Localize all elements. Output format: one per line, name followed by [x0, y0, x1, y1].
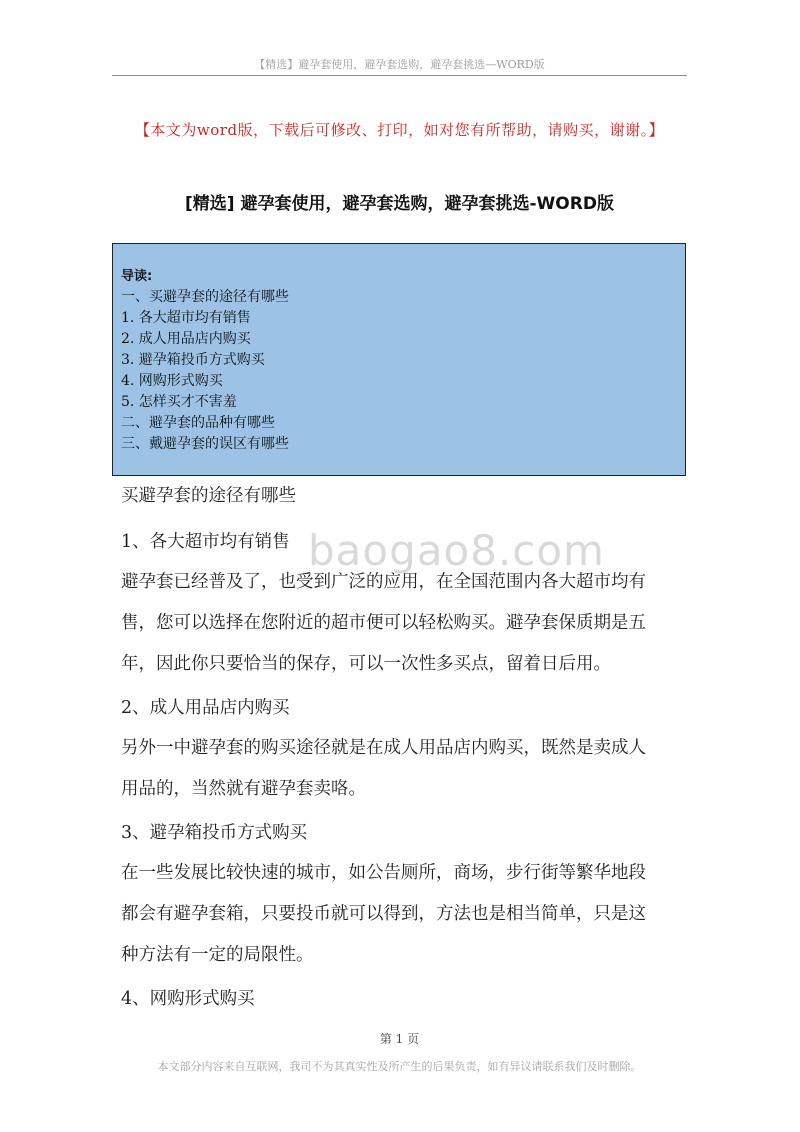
paragraph-1-line: 年，因此你只要恰当的保存，可以一次性多买点，留着日后用。	[121, 654, 611, 674]
reading-guide-heading: 导读:	[121, 269, 153, 284]
document-title: [精选] 避孕套使用，避孕套选购，避孕套挑选-WORD版	[185, 194, 614, 214]
subsection-heading-4: 4、网购形式购买	[121, 989, 255, 1009]
toc-item: 5. 怎样买才不害羞	[121, 394, 237, 410]
paragraph-1-line: 避孕套已经普及了，也受到广泛的应用，在全国范围内各大超市均有	[121, 572, 646, 592]
toc-item: 3. 避孕箱投币方式购买	[121, 352, 265, 368]
paragraph-3-line: 种方法有一定的局限性。	[121, 945, 314, 965]
toc-item: 三、戴避孕套的误区有哪些	[121, 436, 289, 452]
paragraph-2-line: 另外一中避孕套的购买途径就是在成人用品店内购买，既然是卖成人	[121, 738, 646, 758]
paragraph-2-line: 用品的，当然就有避孕套卖咯。	[121, 779, 366, 799]
reading-guide-box	[112, 243, 686, 476]
toc-item: 2. 成人用品店内购买	[121, 331, 251, 347]
page-footer-disclaimer: 本文部分内容来自互联网，我司不为其真实性及所产生的后果负责，如有异议请联系我们及时删除。	[157, 1060, 642, 1073]
header-divider	[112, 75, 687, 76]
section-heading: 买避孕套的途径有哪些	[121, 486, 296, 506]
paragraph-1-line: 售，您可以选择在您附近的超市便可以轻松购买。避孕套保质期是五	[121, 613, 646, 633]
paragraph-3-line: 在一些发展比较快速的城市，如公告厕所，商场，步行街等繁华地段	[121, 863, 646, 883]
watermark: baogao8.com	[308, 526, 605, 575]
toc-item: 二、避孕套的品种有哪些	[121, 415, 275, 431]
toc-item: 4. 网购形式购买	[121, 373, 223, 389]
subsection-heading-1: 1、各大超市均有销售	[121, 532, 290, 552]
subsection-heading-3: 3、避孕箱投币方式购买	[121, 823, 308, 843]
page-header: 【精选】避孕套使用，避孕套选购，避孕套挑选—WORD版	[254, 58, 545, 71]
page-number: 第 1 页	[379, 1032, 420, 1046]
toc-item: 1. 各大超市均有销售	[121, 310, 251, 326]
purchase-notice: 【本文为word版，下载后可修改、打印，如对您有所帮助，请购买，谢谢。】	[134, 121, 665, 139]
paragraph-3-line: 都会有避孕套箱，只要投币就可以得到，方法也是相当简单，只是这	[121, 904, 646, 924]
subsection-heading-2: 2、成人用品店内购买	[121, 698, 290, 718]
toc-item: 一、买避孕套的途径有哪些	[121, 289, 289, 305]
